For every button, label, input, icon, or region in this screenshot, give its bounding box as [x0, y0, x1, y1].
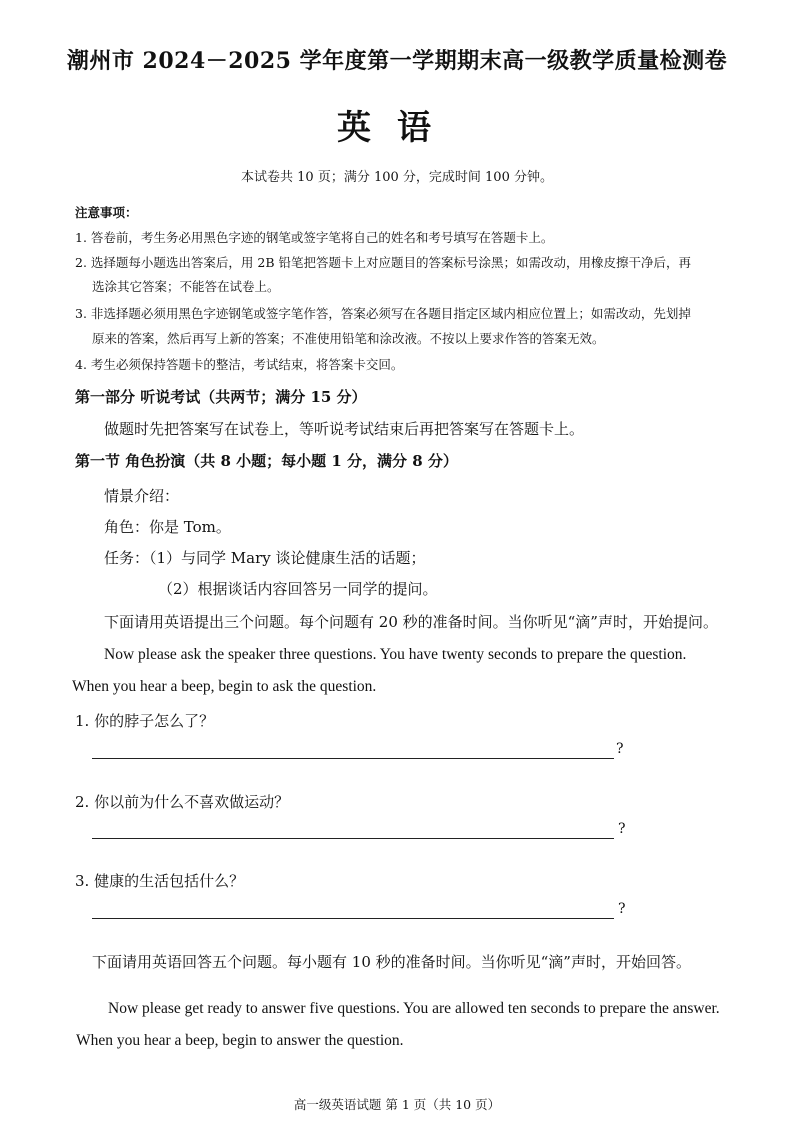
question-3: 3. 健康的生活包括什么？ [75, 872, 245, 890]
scene-label: 情景介绍： [104, 487, 180, 505]
task-1: 任务：（1）与同学 Mary 谈论健康生活的话题； [104, 549, 426, 567]
notice-item-continued: 原来的答案，然后再写上新的答案；不准使用铅笔和涂改液。不按以上要求作答的答案无效。 [92, 331, 605, 346]
notice-item-continued: 选涂其它答案；不能答在试卷上。 [92, 279, 280, 294]
question-2: 2. 你以前为什么不喜欢做运动？ [75, 793, 290, 811]
exam-title: 潮州市 2024－2025 学年度第一学期期末高一级教学质量检测卷 [66, 48, 728, 74]
answer-line-1[interactable] [92, 758, 614, 759]
role-text: 角色：你是 Tom。 [104, 518, 231, 536]
notice-item: 2. 选择题每小题选出答案后，用 2B 铅笔把答题卡上对应题目的答案标号涂黑；如需改动，用橡皮擦干净后，再 [75, 255, 691, 270]
task-2: （2）根据谈话内容回答另一同学的提问。 [158, 580, 438, 598]
page-footer: 高一级英语试题 第 1 页（共 10 页） [293, 1097, 501, 1112]
question-mark: ? [618, 821, 626, 837]
exam-info: 本试卷共 10 页；满分 100 分，完成时间 100 分钟。 [241, 170, 553, 185]
ask-instruction-cn: 下面请用英语提出三个问题。每个问题有 20 秒的准备时间。当你听见“滴”声时，开始提问。 [104, 613, 718, 631]
answer-line-2[interactable] [92, 838, 614, 839]
notice-item: 1. 答卷前，考生务必用黑色字迹的钢笔或签字笔将自己的姓名和考号填写在答题卡上。 [75, 230, 554, 245]
section1-heading: 第一节 角色扮演（共 8 小题；每小题 1 分，满分 8 分） [75, 452, 458, 470]
part1-instruction: 做题时先把答案写在试卷上，等听说考试结束后再把答案写在答题卡上。 [104, 420, 585, 438]
notice-heading: 注意事项： [75, 205, 138, 220]
subject-title: 英语 [337, 108, 457, 148]
question-mark: ? [616, 741, 624, 757]
notice-item: 3. 非选择题必须用黑色字迹钢笔或签字笔作答，答案必须写在各题目指定区域内相应位置上；如需改动，先划掉 [75, 306, 691, 321]
question-mark: ? [618, 901, 626, 917]
part1-heading: 第一部分 听说考试（共两节；满分 15 分） [75, 388, 367, 406]
answer-instruction-cn: 下面请用英语回答五个问题。每小题有 10 秒的准备时间。当你听见“滴”声时，开始回答。 [92, 953, 691, 971]
answer-line-3[interactable] [92, 918, 614, 919]
ask-instruction-en: Now please ask the speaker three questions. You have twenty seconds to prepare the question. [104, 646, 687, 663]
answer-instruction-en-cont: When you hear a beep, begin to answer the question. [76, 1032, 404, 1049]
ask-instruction-en-cont: When you hear a beep, begin to ask the question. [72, 678, 377, 695]
notice-item: 4. 考生必须保持答题卡的整洁，考试结束，将答案卡交回。 [75, 357, 404, 372]
question-1: 1. 你的脖子怎么了？ [75, 712, 215, 730]
answer-instruction-en: Now please get ready to answer five questions. You are allowed ten seconds to prepare the answer. [108, 1000, 720, 1017]
